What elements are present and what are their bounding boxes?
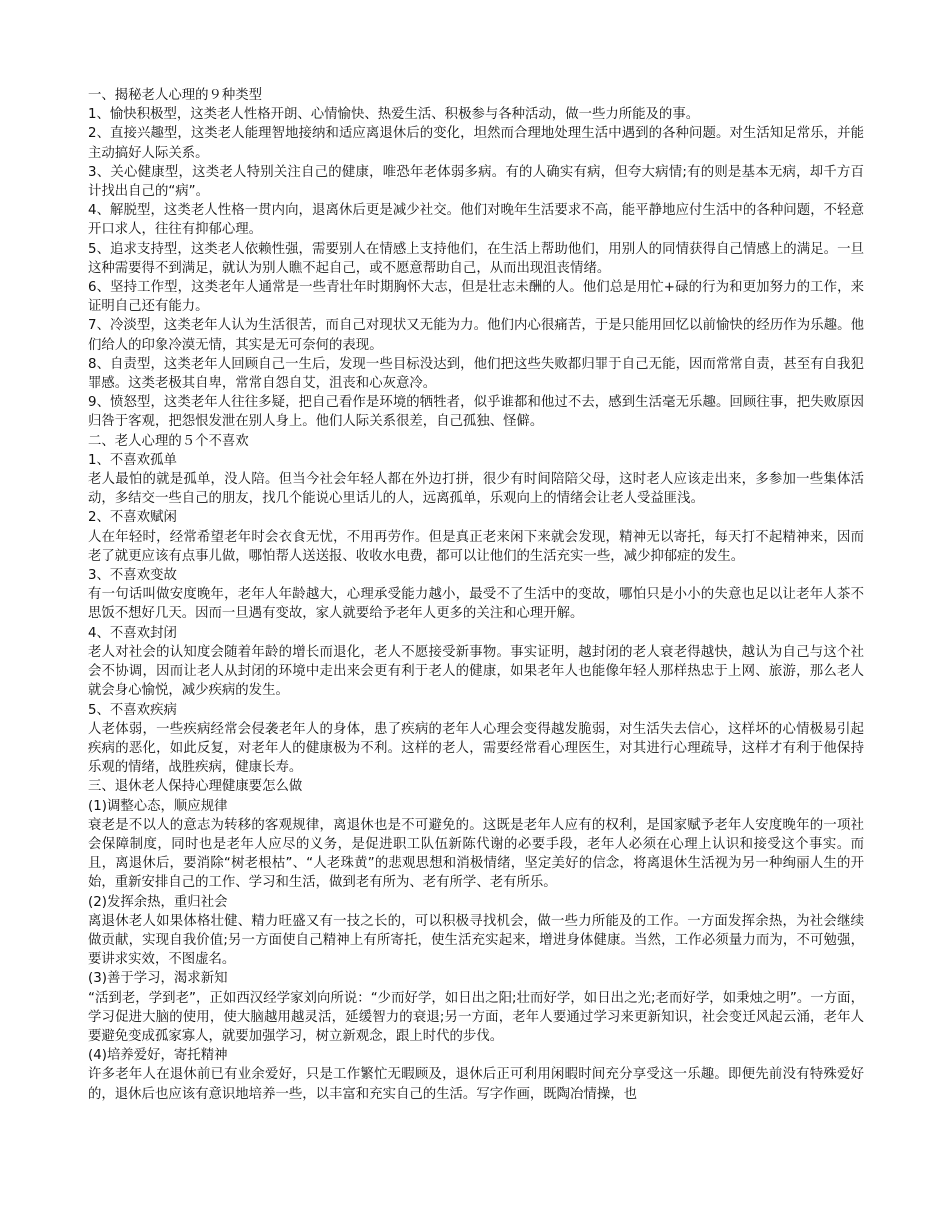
paragraph: 6、坚持工作型，这类老年人通常是一些青壮年时期胸怀大志，但是壮志未酬的人。他们总是用忙+碌的行为和更加努力的工作，来证明自己还有能力。 <box>88 280 864 315</box>
paragraph: 4、解脱型，这类老人性格一贯内向，退离休后更是减少社交。他们对晚年生活要求不高，能平静地应付生活中的各种问题，不轻意开口求人，往往有抑郁心理。 <box>88 203 864 238</box>
paragraph: “活到老，学到老”，正如西汉经学家刘向所说：“少而好学，如日出之阳;壮而好学，如日出之光;老而好学，如秉烛之明”。一方面，学习促进大脑的使用，使大脑越用越灵活，延缓智力的衰退;另一方面，老年人要通过学习来更新知识，社会变迁风起云涌，老年人要避免变成孤家寡人，就要加强学习，树立新观念，跟上时代的步伐。 <box>88 990 864 1044</box>
paragraph: 1、愉快积极型，这类老人性格开朗、心情愉快、热爱生活、积极参与各种活动，做一些力所能及的事。 <box>88 107 700 123</box>
paragraph: 3、关心健康型，这类老人特别关注自己的健康，唯恐年老体弱多病。有的人确实有病，但夸大病情;有的则是基本无病，却千方百计找出自己的“病”。 <box>88 164 864 200</box>
subheading: 3、不喜欢变故 <box>88 568 177 584</box>
paragraph: 有一句话叫做安度晚年，老年人年龄越大，心理承受能力越小，最受不了生活中的变故，哪怕只是小小的失意也足以让老年人茶不思饭不想好几天。因而一旦遇有变故，家人就要给予老年人更多的关注和心理开解。 <box>88 587 864 622</box>
subheading: 5、不喜欢疾病 <box>88 702 177 718</box>
paragraph: 衰老是不以人的意志为转移的客观规律，离退休也是不可避免的。这既是老年人应有的权利，是国家赋予老年人安度晚年的一项社会保障制度，同时也是老年人应尽的义务，是促进职工队伍新陈代谢的必要手段，老年人必须在心理上认识和接受这个事实。而且，离退休后，要消除“树老根枯”、“人老珠黄”的悲观思想和消极情绪，坚定美好的信念，将离退休生活视为另一种绚丽人生的开始，重新安排自己的工作、学习和生活，做到老有所为、老有所学、老有所乐。 <box>88 817 864 891</box>
paragraph: 5、追求支持型，这类老人依赖性强，需要别人在情感上支持他们，在生活上帮助他们，用别人的同情获得自己情感上的满足。一旦这种需要得不到满足，就认为别人瞧不起自己，或不愿意帮助自己，从而出现沮丧情绪。 <box>88 241 864 276</box>
subheading: 2、不喜欢赋闲 <box>88 510 177 526</box>
section-heading-1: 一、揭秘老人心理的９种类型 <box>88 88 263 103</box>
paragraph: 2、直接兴趣型，这类老人能理智地接纳和适应离退休后的变化，坦然而合理地处理生活中遇到的各种问题。对生活知足常乐，并能主动搞好人际关系。 <box>88 126 864 161</box>
section-heading-2: 二、老人心理的５个不喜欢 <box>88 433 249 449</box>
subheading: 4、不喜欢封闭 <box>88 625 177 641</box>
paragraph: 离退休老人如果体格壮健、精力旺盛又有一技之长的，可以积极寻找机会，做一些力所能及的工作。一方面发挥余热，为社会继续做贡献，实现自我价值;另一方面使自己精神上有所寄托，使生活充实起来，增进身体健康。当然，工作必须量力而为，不可勉强，要讲求实效，不图虚名。 <box>88 913 864 968</box>
subheading: (1)调整心态，顺应规律 <box>88 798 228 814</box>
subheading: (2)发挥余热，重归社会 <box>88 894 228 910</box>
subheading: (4)培养爱好，寄托精神 <box>88 1048 228 1064</box>
subheading: (3)善于学习，渴求新知 <box>88 971 228 987</box>
paragraph: 人在年轻时，经常希望老年时会衣食无忧，不用再劳作。但是真正老来闲下来就会发现，精神无以寄托，每天打不起精神来，因而老了就更应该有点事儿做，哪怕帮人送送报、收收水电费，都可以让他们的生活充实一些，减少抑郁症的发生。 <box>88 529 864 564</box>
paragraph: 老人对社会的认知度会随着年龄的增长而退化，老人不愿接受新事物。事实证明，越封闭的老人衰老得越快，越认为自己与这个社会不协调，因而让老人从封闭的环境中走出来会更有利于老人的健康，如果老年人也能像年轻人那样热忠于上网、旅游，那么老人就会身心愉悦，减少疾病的发生。 <box>88 644 864 699</box>
document-body <box>88 86 864 1104</box>
paragraph: 9、愤怒型，这类老年人往往多疑，把自己看作是环境的牺牲者，似乎谁都和他过不去，感到生活毫无乐趣。回顾往事，把失败原因归咎于客观，把怨恨发泄在别人身上。他们人际关系很差，自己孤独、怪僻。 <box>88 395 864 430</box>
paragraph: 人老体弱，一些疾病经常会侵袭老年人的身体，患了疾病的老年人心理会变得越发脆弱，对生活失去信心，这样坏的心情极易引起疾病的恶化，如此反复，对老年人的健康极为不利。这样的老人，需要经常看心理医生，对其进行心理疏导，这样才有利于他保持乐观的情绪，战胜疾病，健康长寿。 <box>88 721 864 776</box>
paragraph: 7、冷淡型，这类老年人认为生活很苦，而自己对现状又无能为力。他们内心很痛苦，于是只能用回忆以前愉快的经历作为乐趣。他们给人的印象冷漠无情，其实是无可奈何的表现。 <box>88 318 864 353</box>
paragraph: 8、自责型，这类老年人回顾自己一生后，发现一些目标没达到，他们把这些失败都归罪于自己无能，因而常常自责，甚至有自我犯罪感。这类老极其自卑，常常自怨自艾，沮丧和心灰意冷。 <box>88 356 864 392</box>
section-heading-3: 三、退休老人保持心理健康要怎么做 <box>88 779 303 795</box>
paragraph: 许多老年人在退休前已有业余爱好，只是工作繁忙无暇顾及，退休后正可利用闲暇时间充分享受这一乐趣。即便先前没有特殊爱好的，退休后也应该有意识地培养一些，以丰富和充实自己的生活。写字作画，既陶冶情操，也 <box>88 1067 864 1102</box>
subheading: 1、不喜欢孤单 <box>88 452 177 468</box>
paragraph: 老人最怕的就是孤单，没人陪。但当今社会年轻人都在外边打拼，很少有时间陪陪父母，这时老人应该走出来，多参加一些集体活动，多结交一些自己的朋友，找几个能说心里话儿的人，远离孤单，乐观向上的情绪会让老人受益匪浅。 <box>88 472 864 507</box>
